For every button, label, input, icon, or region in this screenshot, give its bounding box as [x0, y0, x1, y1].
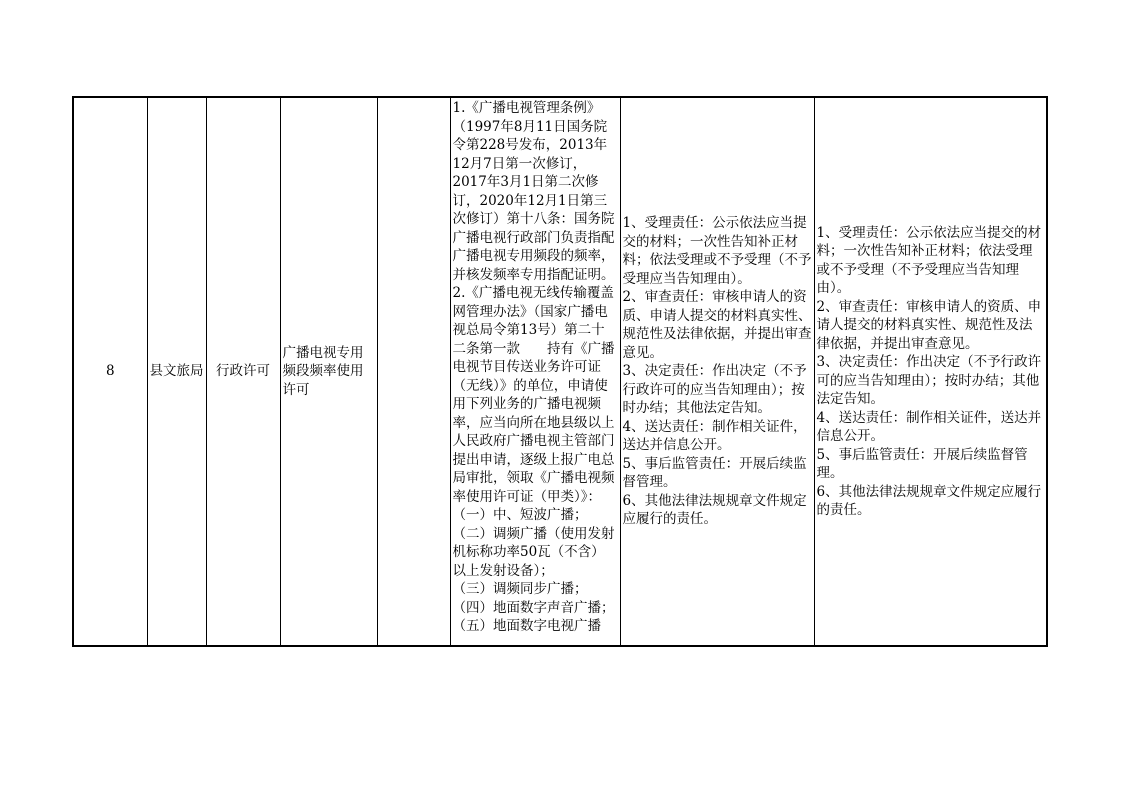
responsibility-item: 5、事后监管责任：开展后续监督管理。	[622, 455, 807, 491]
basis-paragraph: 2.《广播电视无线传输覆盖网管理办法》（国家广播电视总局令第13号）第二十二条第一款 持有《广播电视节目传送业务许可证（无线）》的单位，申请使用下列业务的广播电视频率，应当向所在地县级以上人民政府广播电视主管部门提出申请，逐级上报广电总局审批，领取《广播电视频率使用许可证（甲类）》：	[452, 285, 615, 505]
department-cell	[147, 97, 206, 646]
item-name: 广播电视专用频段频率使用许可	[282, 344, 364, 398]
department: 县文旅局	[149, 363, 204, 380]
item-category: 行政许可	[216, 363, 270, 380]
responsibility-item: 5、事后监管责任：开展后续监督管理。	[816, 446, 1028, 481]
responsibility-item: 4、送达责任：制作相关证件，送达并信息公开。	[622, 418, 807, 454]
responsibility-cell-b	[814, 97, 1047, 646]
power-list-table	[72, 96, 1048, 647]
responsibility-cell-a	[620, 97, 814, 646]
responsibility-item: 6、其他法律法规规章文件规定应履行的责任。	[816, 483, 1042, 518]
sub-item-cell	[377, 97, 450, 646]
responsibility-item: 6、其他法律法规规章文件规定应履行的责任。	[622, 492, 807, 528]
responsibility-item: 4、送达责任：制作相关证件，送达并信息公开。	[816, 409, 1042, 444]
row-number: 8	[105, 363, 115, 380]
responsibility-item: 2、审查责任：审核申请人的资质、申请人提交的材料真实性、规范性及法律依据，并提出审查意见。	[816, 298, 1042, 352]
responsibility-item: 3、决定责任：作出决定（不予行政许可的应当告知理由）；按时办结；其他法定告知。	[816, 354, 1042, 407]
responsibility-item: 2、审查责任：审核申请人的资质、申请人提交的材料真实性、规范性及法律依据，并提出审查意见。	[622, 289, 812, 361]
row-number-cell	[73, 97, 147, 646]
basis-paragraph: （二）调频广播（使用发射机标称功率50瓦（不含）以上发射设备）；	[452, 525, 615, 579]
responsibility-item: 3、决定责任：作出决定（不予行政许可的应当告知理由）；按时办结；其他法定告知。	[622, 363, 807, 417]
item-name-cell	[280, 97, 377, 646]
legal-basis-cell	[450, 97, 620, 646]
legal-basis-text	[453, 98, 618, 645]
responsibility-item: 1、受理责任：公示依法应当提交的材料；一次性告知补正材料；依法受理或不予受理（不予受理应当告知理由）。	[622, 215, 812, 287]
basis-paragraph: 1.《广播电视管理条例》（1997年8月11日国务院令第228号发布，2013年12月7日第一次修订，2017年3月1日第二次修订，2020年12月1日第三次修订）第十八条：国务院广播电视行政部门负责指配广播电视专用频段的频率，并核发频率专用指配证明。	[452, 100, 615, 283]
basis-paragraph: （一）中、短波广播；	[452, 507, 588, 523]
category-cell	[206, 97, 280, 646]
basis-paragraph: （四）地面数字声音广播；（五）地面数字电视广播	[452, 599, 615, 634]
responsibility-item: 1、受理责任：公示依法应当提交的材料；一次性告知补正材料；依法受理或不予受理（不予受理应当告知理由）。	[816, 224, 1042, 296]
table-row	[73, 97, 1047, 646]
basis-paragraph: （三）调频同步广播；	[452, 581, 588, 597]
